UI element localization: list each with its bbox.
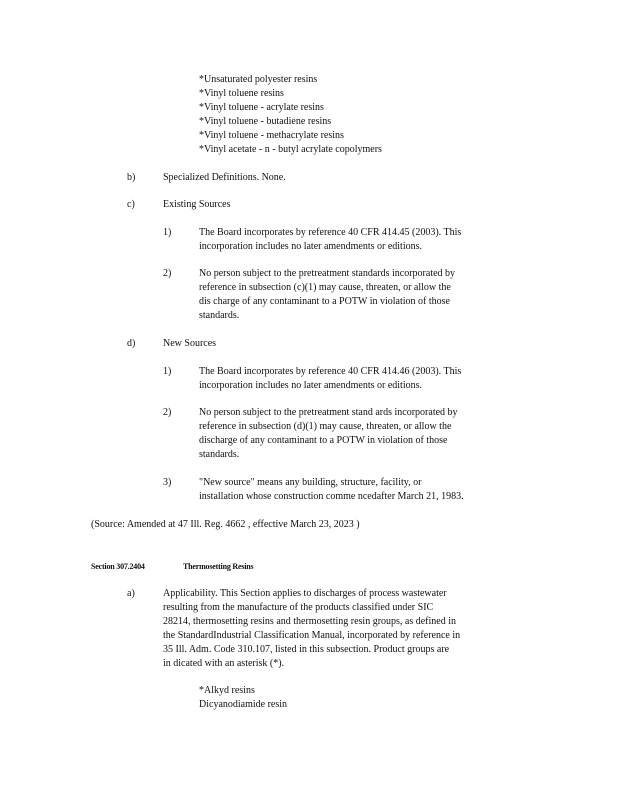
paragraph-line: 35 Ill. Adm. Code 310.107, listed in this subsection. Product groups are <box>163 644 450 655</box>
list-item: *Unsaturated polyester resins <box>199 74 318 85</box>
paragraph-line: resulting from the manufacture of the products classified under SIC <box>163 602 434 613</box>
paragraph-line: Applicability. This Section applies to discharges of process wastewater <box>163 588 447 599</box>
subsection-text: Specialized Definitions. None. <box>163 172 286 183</box>
list-item: *Vinyl toluene - butadiene resins <box>199 116 332 127</box>
list-item: *Vinyl toluene - acrylate resins <box>199 102 324 113</box>
paragraph <box>199 267 519 323</box>
paragraph-line: installation whose construction comme ncedafter March 21, 1983. <box>199 491 464 502</box>
item-label: 2) <box>163 407 172 418</box>
paragraph-line: discharge of any contaminant to a POTW in violation of those <box>199 435 448 446</box>
paragraph <box>163 587 483 671</box>
paragraph <box>199 406 519 462</box>
paragraph-line: standards. <box>199 449 240 460</box>
subsection-label: a) <box>127 588 135 599</box>
subsection-heading: Existing Sources <box>163 199 231 210</box>
item-label: 3) <box>163 477 172 488</box>
paragraph-line: The Board incorporates by reference 40 CFR 414.46 (2003). This <box>199 366 462 377</box>
paragraph-line: No person subject to the pretreatment stand ards incorporated by <box>199 407 458 418</box>
paragraph <box>199 476 519 504</box>
paragraph-line: in dicated with an asterisk (*). <box>163 658 285 669</box>
paragraph-line: the StandardIndustrial Classification Manual, incorporated by reference in <box>163 630 461 641</box>
list-item: *Vinyl toluene - methacrylate resins <box>199 130 344 141</box>
list-item: *Vinyl acetate - n - butyl acrylate copolymers <box>199 144 382 155</box>
list-item: *Alkyd resins <box>199 685 255 696</box>
paragraph-line: "New source" means any building, structure, facility, or <box>199 477 422 488</box>
list-item: Dicyanodiamide resin <box>199 699 288 710</box>
paragraph-line: standards. <box>199 310 240 321</box>
section-title: Thermosetting Resins <box>183 562 254 571</box>
paragraph <box>199 365 519 393</box>
item-label: 1) <box>163 227 172 238</box>
source-note: (Source: Amended at 47 Ill. Reg. 4662 , effective March 23, 2023 ) <box>91 519 360 530</box>
paragraph-line: 28214, thermosetting resins and thermosetting resin groups, as defined in <box>163 616 457 627</box>
paragraph-line: reference in subsection (c)(1) may cause, threaten, or allow the <box>199 282 451 293</box>
item-label: 1) <box>163 366 172 377</box>
subsection-heading: New Sources <box>163 338 217 349</box>
paragraph-line: incorporation includes no later amendments or editions. <box>199 241 422 252</box>
paragraph-line: The Board incorporates by reference 40 CFR 414.45 (2003). This <box>199 227 462 238</box>
subsection-label: b) <box>127 172 136 183</box>
list-item: *Vinyl toluene resins <box>199 88 284 99</box>
subsection-label: c) <box>127 199 135 210</box>
paragraph-line: No person subject to the pretreatment standards incorporated by <box>199 268 456 279</box>
paragraph-line: dis charge of any contaminant to a POTW in violation of those <box>199 296 450 307</box>
product-list <box>199 684 287 712</box>
paragraph-line: reference in subsection (d)(1) may cause, threaten, or allow the <box>199 421 452 432</box>
paragraph-line: incorporation includes no later amendments or editions. <box>199 380 422 391</box>
subsection-label: d) <box>127 338 136 349</box>
section-number: Section 307.2404 <box>91 562 145 571</box>
product-list <box>199 73 382 157</box>
item-label: 2) <box>163 268 172 279</box>
paragraph <box>199 226 519 254</box>
